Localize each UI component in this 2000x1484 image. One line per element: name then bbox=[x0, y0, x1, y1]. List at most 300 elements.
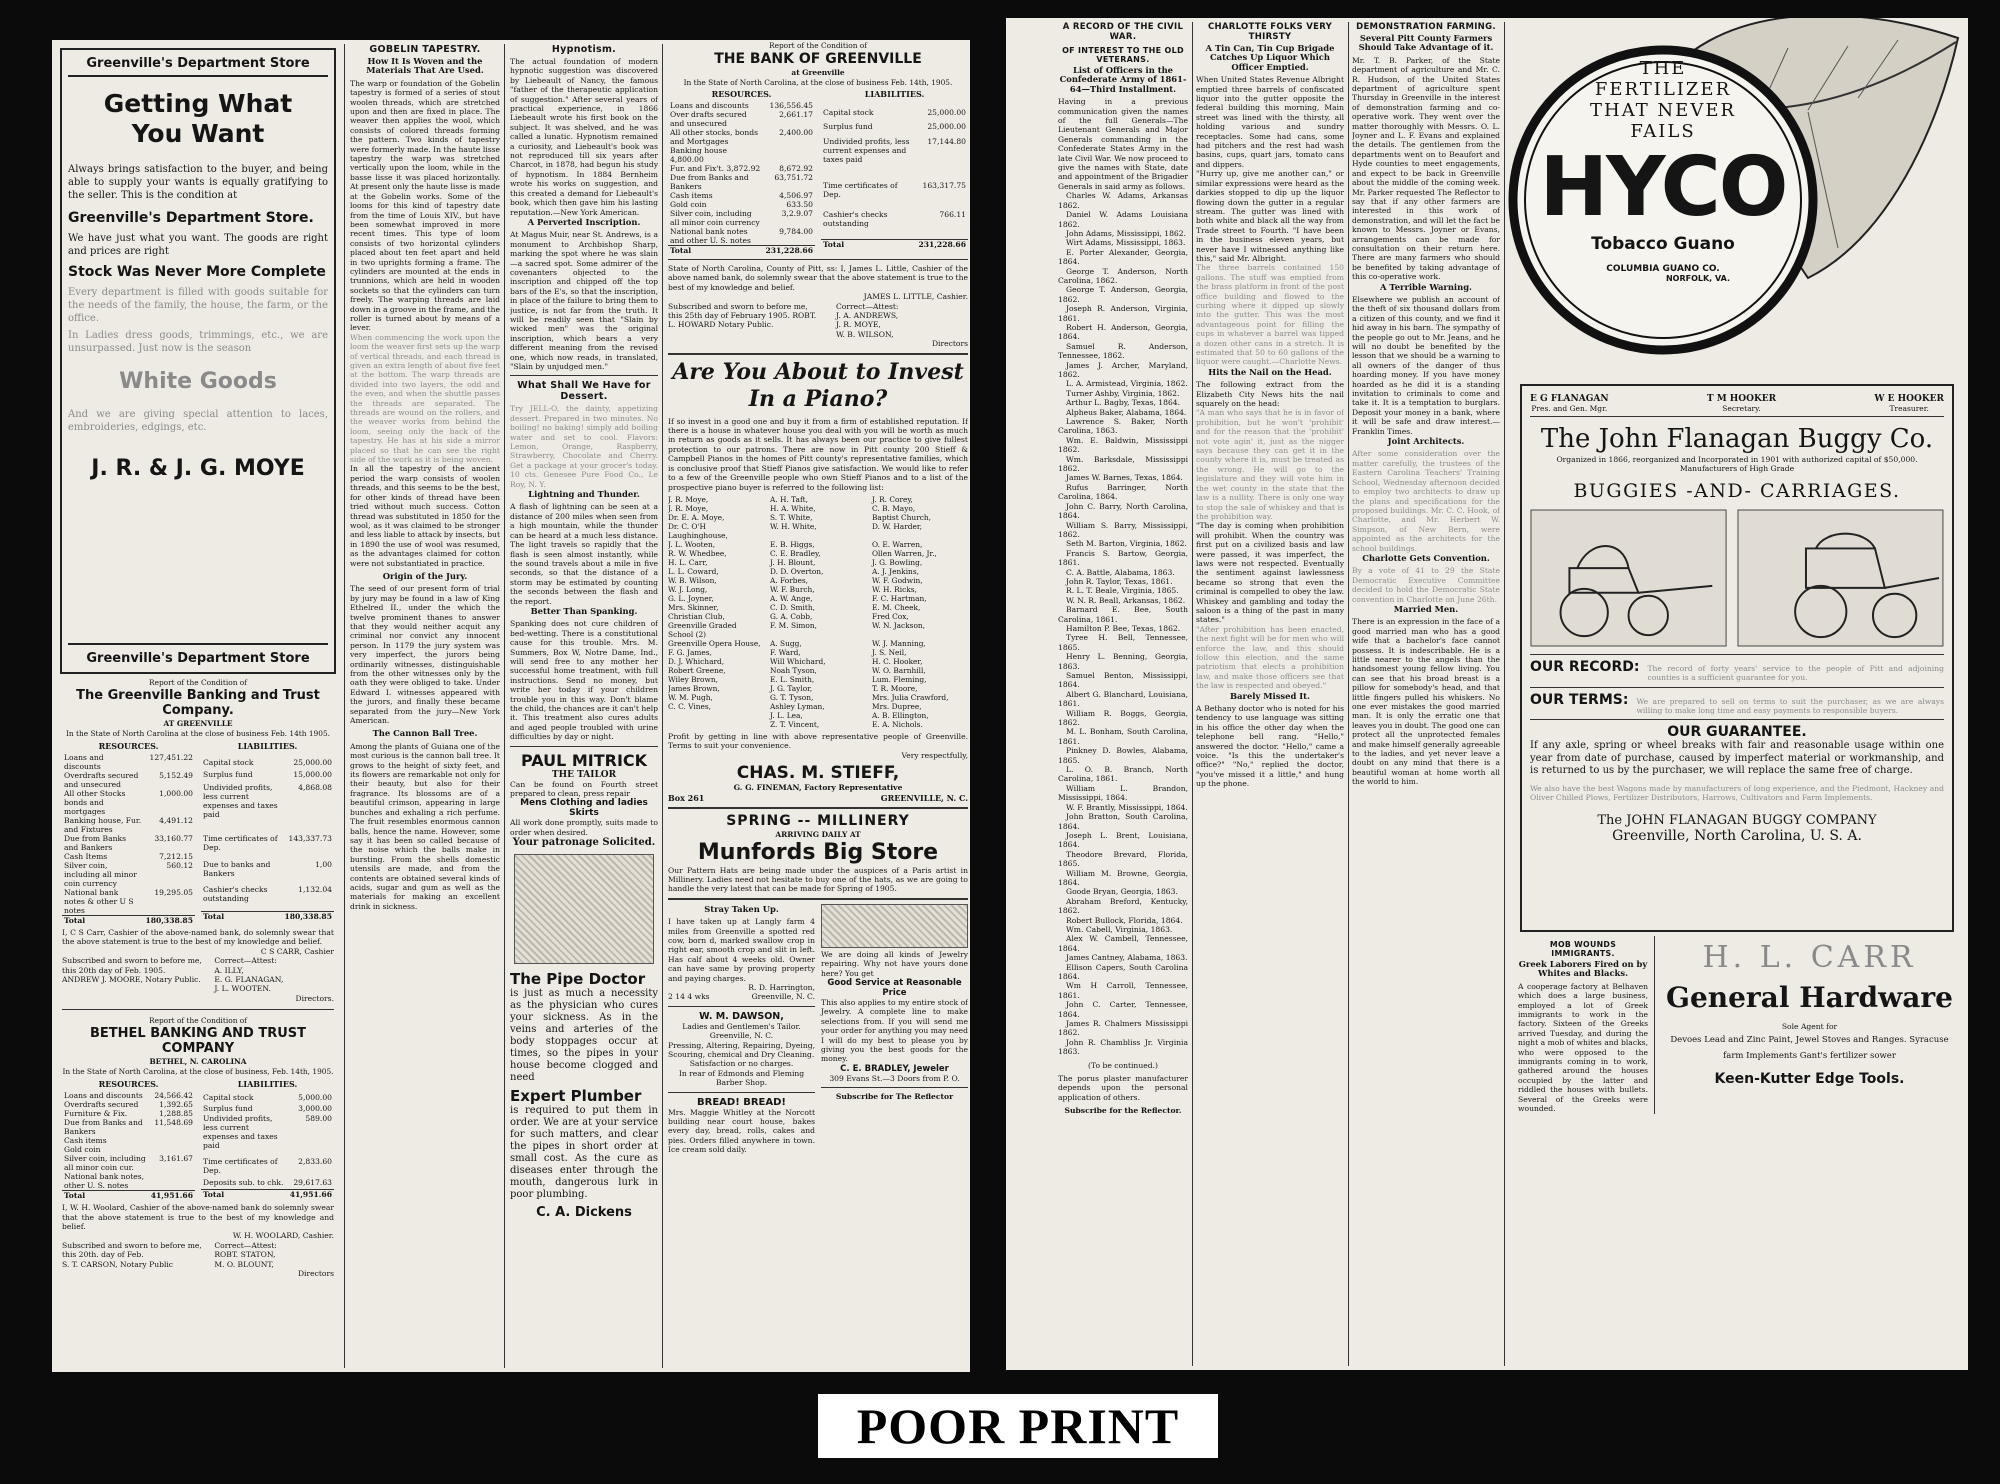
married-paragraph: There is an expression in the face of a good married man who has a good wife that a bachelor's face cannot possess. It is indescribable. He is a little nearer to the angels than the handsomest young fellow living. You can see that his broad breast is a pillow for somebody's head, and that little fingers pulled his whiskers. No one ever mistakes the good married man. It is only the erratic one that leaves you in doubt. The good one can protect all the unprotected females and make himself generally agreeable to the ladies, and yet never leave a doubt on any mind that there is a beautiful woman at home worth all the world to him. bbox=[1352, 617, 1500, 787]
total-value: 231,228.66 bbox=[765, 246, 813, 255]
officer-entry: Wm. Cabell, Virginia, 1863. bbox=[1066, 924, 1173, 934]
bread-advertisement bbox=[668, 1097, 815, 1155]
officer-name: T M HOOKER bbox=[1706, 394, 1777, 404]
piano-owner-name: Z. T. Vincent, bbox=[770, 719, 820, 729]
officer-entry: Francis S. Bartow, Georgia, 1861. bbox=[1058, 548, 1188, 568]
piano-owner-name: G. T. Tyson, bbox=[770, 692, 814, 702]
table-header: LIABILITIES. bbox=[237, 1079, 298, 1090]
item-value: 5,000.00 bbox=[298, 1093, 332, 1103]
item-label: Cashier's checks outstanding bbox=[203, 885, 268, 904]
item-value: 25,000.00 bbox=[927, 107, 966, 117]
table-row bbox=[201, 783, 334, 834]
bank-place: at Greenville bbox=[791, 68, 845, 77]
column-e bbox=[1058, 18, 1188, 1370]
item-label: Cashier's checks outstanding bbox=[823, 209, 888, 228]
piano-owner-name: D. W. Harder, bbox=[872, 521, 922, 531]
officer-entry: Wirt Adams, Mississippi, 1863. bbox=[1066, 238, 1186, 248]
piano-owner-name: L. L. Coward, bbox=[668, 566, 719, 576]
piano-owner-name: J. L. Lea, bbox=[770, 710, 803, 720]
carriage-illustration bbox=[1737, 508, 1944, 648]
table-row bbox=[62, 834, 195, 852]
item-value: 1,00 bbox=[315, 859, 332, 869]
table-row bbox=[821, 108, 968, 123]
table-header: RESOURCES. bbox=[98, 1079, 159, 1090]
piano-owner-name: O. E. Warren, bbox=[872, 539, 923, 549]
total-row bbox=[201, 1189, 334, 1200]
piano-owner-name: E. B. Higgs, bbox=[770, 539, 815, 549]
civil-war-subtitle: OF INTEREST TO THE OLD VETERANS. bbox=[1062, 46, 1184, 64]
buggy-officer bbox=[1874, 394, 1944, 413]
mitrick-patron: Your patronage Solicited. bbox=[512, 837, 656, 849]
directors-list bbox=[214, 966, 334, 994]
total-value: 41,951.66 bbox=[289, 1189, 332, 1199]
item-label: Due from Banks and Bankers bbox=[64, 1118, 143, 1137]
officer-entry: Barnard E. Bee, South Carolina, 1861. bbox=[1058, 605, 1188, 624]
pipe-doctor-title: The Pipe Doctor bbox=[510, 970, 646, 989]
piano-title: Are You About to Invest In a Piano? bbox=[672, 358, 964, 412]
mitrick-trade: THE TAILOR bbox=[551, 769, 617, 780]
piano-owner-name: J. H. Blount, bbox=[770, 557, 816, 567]
piano-owner-name: W. O. Barnhill, bbox=[872, 665, 926, 675]
liabilities-table bbox=[201, 742, 334, 925]
left-newspaper-page bbox=[52, 40, 970, 1372]
officer-entry: George T. Anderson, Georgia, 1862. bbox=[1058, 285, 1188, 304]
gobelin-paragraph-1: The warp or foundation of the Gobelin tapestry is formed of a series of stout woolen threads, which are stretched upon and then are fixed in place. The weaver then applies the wool, which consists of colored threads forming the pattern. Two kinds of tapestry were formerly made. In the haute lisse tapestry the warp was stretched vertically upon the loom, while in the basse lisse it was placed horizontally. At present only the haute lisse is made at the Gobelin works. Some of the looms for this kind of tapestry date from the time of Louis XIV., but have been somewhat improved in more recent times. This type of loom consists of two horizontal cylinders placed about ten feet apart and held in two uprights forming a frame. The cylinders are mounted at the ends in trunnions, which are held in wooden sockets so that the cylinders can turn freely. The warping threads are laid down in a groove in the frame, and the roller is turned about by means of a lever. bbox=[350, 78, 500, 333]
total-row bbox=[668, 246, 815, 256]
piano-owner-name: A. H. Taft, bbox=[770, 494, 808, 504]
item-value: 589.00 bbox=[305, 1114, 332, 1124]
buggy-company: The John Flanagan Buggy Co. bbox=[1540, 424, 1934, 454]
piano-owner-name: J. G. Taylor, bbox=[770, 683, 813, 693]
hyco-line-1: THE bbox=[1639, 58, 1687, 79]
table-header: RESOURCES. bbox=[98, 741, 159, 751]
item-label: Time certificates of Dep. bbox=[203, 834, 278, 853]
civil-war-title: A RECORD OF THE CIVIL WAR. bbox=[1062, 22, 1184, 42]
item-label: Undivided profits, less current expenses and taxes paid bbox=[203, 783, 278, 820]
total-row bbox=[821, 240, 968, 255]
officer-entry: William S. Barry, Mississippi, 1862. bbox=[1058, 520, 1188, 539]
officer-entry: Wm. Barksdale, Mississippi 1862. bbox=[1058, 454, 1188, 474]
subscribed-text: Subscribed and sworn to before me, this 20th day of Feb. 1905. bbox=[62, 956, 202, 975]
pipe-doctor-body: is just as much a necessity as the physician who cures your sickness. As in the veins and arteries of the body stoppages occur at times, so the pipes in your house become clogged and need bbox=[510, 988, 658, 1084]
directors-list bbox=[836, 311, 968, 339]
officer-entry: C. A. Battle, Alabama, 1863. bbox=[1066, 567, 1175, 577]
table-row bbox=[62, 1109, 195, 1118]
dawson-location: In rear of Edmonds and Fleming Barber Shop. bbox=[678, 1068, 805, 1088]
column-g bbox=[1352, 18, 1500, 1370]
item-value: 7,212.15 bbox=[159, 852, 193, 861]
dawson-trade: Ladies and Gentlemen's Tailor. bbox=[682, 1021, 801, 1031]
table-row bbox=[62, 1118, 195, 1136]
dawson-name: W. M. DAWSON, bbox=[699, 1010, 784, 1022]
piano-owner-name: A. Sugg, bbox=[770, 638, 802, 648]
table-row bbox=[62, 1136, 195, 1145]
item-value: 136,556.45 bbox=[769, 101, 813, 110]
total-value: 231,228.66 bbox=[916, 240, 968, 255]
table-row bbox=[821, 181, 968, 210]
greenville-trust-report bbox=[56, 678, 340, 1003]
table-row bbox=[62, 852, 195, 861]
architects-title: Joint Architects. bbox=[1387, 436, 1465, 447]
jeweler-caption: We are doing all kinds of Jewelry repairing. Why not have yours done here? You get bbox=[821, 949, 968, 978]
moye-body-1: Always brings satisfaction to the buyer, and being able to supply your wants is equally gratifying to the seller. This is the condition at bbox=[68, 164, 328, 201]
officer-entry: George T. Anderson, North Carolina, 1862. bbox=[1058, 266, 1188, 285]
officer-entry: Robert Bullock, Florida, 1864. bbox=[1066, 915, 1183, 925]
item-value: 25,000.00 bbox=[927, 122, 966, 132]
item-label: Due from Banks and Bankers bbox=[64, 834, 127, 852]
item-value: 8,672.92 bbox=[779, 164, 813, 173]
item-label: Overdrafts secured and unsecured bbox=[64, 771, 139, 789]
total-row bbox=[62, 916, 195, 926]
hyco-product: Tobacco Guano bbox=[1591, 234, 1735, 254]
dawson-body: Pressing, Altering, Repairing, Dyeing, Scouring, chemical and Dry Cleaning. bbox=[668, 1040, 815, 1060]
bread-body: Mrs. Maggie Whitley at the Norcott building near court house, bakes every day, bread, rolls, cakes and pies. Orders filled anywhere in town. Ice cream sold daily. bbox=[668, 1107, 815, 1155]
resources-table bbox=[62, 1080, 195, 1200]
officer-entry: Pinkney D. Bowles, Alabama, 1865. bbox=[1058, 746, 1188, 765]
piano-owner-name: Christian Club, bbox=[668, 611, 725, 621]
buggy-closing-name: The JOHN FLANAGAN BUGGY COMPANY bbox=[1597, 812, 1877, 828]
piano-owner-name: H. A. White, bbox=[770, 503, 816, 513]
jeweler-address: 309 Evans St.—3 Doors from P. O. bbox=[829, 1073, 960, 1083]
thirsty-paragraph-3: The three barrels contained 150 gallons. The stuff was emptied from the brass platform in front of the post office building and flowed to the curbing where it dipped up slowly into the gutter. This was the most advantageous point for filling the cups in whatever a barrel was tipped a dozen other cans in a stretch. It is estimated that 50 to 60 gallons of the liquor were caught.—Charlotte News. bbox=[1196, 263, 1344, 367]
piano-signoff: Very respectfully, bbox=[901, 750, 968, 760]
attest-label: Correct—Attest: bbox=[214, 956, 277, 966]
officer-entry: John C. Carter, Tennessee, 1864. bbox=[1058, 1000, 1188, 1019]
piano-owner-name: T. R. Moore, bbox=[872, 683, 918, 693]
spanking-title: Better Than Spanking. bbox=[530, 605, 638, 616]
item-label: Capital stock bbox=[203, 1093, 254, 1103]
piano-firm: CHAS. M. STIEFF, bbox=[736, 763, 900, 784]
director-name: W. B. WILSON, bbox=[836, 329, 894, 339]
item-value: 766.11 bbox=[939, 209, 966, 219]
architects-paragraph: After some consideration over the matter carefully, the trustees of the Eastern Carolina Teachers' Training School, Wednesday afternoon decided to employ two architects to draw up the plans and specifications for the proposed buildings. Mr. C. C. Hook, of Charlotte, and Mr. Herbert W. Simpson, of New Bern, were appointed as the architects for the school buildings. bbox=[1352, 449, 1500, 553]
piano-rep: G. G. FINEMAN, Factory Representative bbox=[733, 783, 903, 793]
moye-store-name: Greenville's Department Store. bbox=[68, 210, 314, 226]
item-label: Capital stock bbox=[203, 757, 254, 767]
thirsty-title: CHARLOTTE FOLKS VERY THIRSTY bbox=[1207, 22, 1333, 42]
officer-entry: Alpheus Baker, Alabama, 1864. bbox=[1066, 407, 1187, 417]
right-newspaper-page bbox=[1006, 18, 1968, 1370]
mob-article bbox=[1518, 936, 1648, 1114]
hyco-line-2: FERTILIZER bbox=[1594, 79, 1732, 100]
stray-signature: R. D. Harrington, bbox=[748, 983, 815, 992]
directors-label: Directors. bbox=[295, 993, 334, 1003]
officer-entry: John C. Barry, North Carolina, 1864. bbox=[1058, 501, 1188, 521]
table-row bbox=[62, 1154, 195, 1172]
table-row bbox=[62, 753, 195, 771]
officer-entry: William L. Brandon, Mississippi, 1864. bbox=[1058, 783, 1188, 803]
moye-white-goods: White Goods bbox=[119, 369, 277, 394]
dawson-advertisement bbox=[668, 1011, 815, 1088]
piano-owner-name: F. Ward, bbox=[770, 647, 801, 657]
bread-title: BREAD! BREAD! bbox=[697, 1096, 786, 1108]
buggy-advertisement bbox=[1520, 384, 1954, 932]
piano-owner-name: J. L. Wooten, bbox=[668, 539, 716, 549]
piano-advertisement bbox=[668, 359, 968, 803]
dawson-satisfaction: Satisfaction or no charges. bbox=[689, 1059, 794, 1069]
officer-entry: Theodore Brevard, Florida, 1865. bbox=[1058, 849, 1188, 869]
item-label: Surplus fund bbox=[203, 770, 253, 780]
liabilities-table bbox=[821, 90, 968, 255]
item-label: Loans and discounts bbox=[64, 1091, 143, 1101]
item-label: Due from Banks and Bankers bbox=[670, 173, 749, 191]
piano-owner-name: H. L. Carr, bbox=[668, 557, 708, 567]
table-row bbox=[668, 146, 815, 164]
oath-text: State of North Carolina, County of Pitt, ss: I, James L. Little, Cashier of the above named bank, do solemnly swear that the above statement is true to the best of my knowledge and belief. bbox=[668, 264, 968, 292]
piano-owner-name: C. C. Vines, bbox=[668, 701, 712, 711]
item-label: Time certificates of Dep. bbox=[823, 180, 898, 199]
item-label: Undivided profits, less current expenses and taxes paid bbox=[823, 136, 910, 164]
carr-title: General Hardware bbox=[1666, 981, 1953, 1014]
item-label: Undivided profits, less current expenses and taxes paid bbox=[203, 1114, 278, 1151]
director-name: M. O. BLOUNT, bbox=[214, 1259, 274, 1269]
dessert-title: What Shall We Have for Dessert. bbox=[517, 380, 651, 403]
total-value: 180,338.85 bbox=[145, 916, 193, 925]
stray-notice bbox=[668, 905, 815, 1002]
demonstration-paragraph: Mr. T. B. Parker, of the State department of agriculture and Mr. C. R. Hudson, of the United States department of agriculture spent Thursday in Greenville in the interest of demonstration farming and co-operative work. They went over the matter thoroughly with Messrs. O. L. Joyner and L. F. Evans and explained the details. The gentlemen from the departments went on to Beaufort and Hyde counties to meet engagements, and expect to be back in Greenville about the middle of the coming week. Mr. Parker requested The Reflector to say that if any other farmers are interested in this work of demonstration, and will let the fact be known to Messrs. Joyner or Evans, arrangements can be made for consultation on their return here. There are many farmers who should be benefited by taking advantage of this co-operative work. bbox=[1352, 55, 1500, 282]
jeweler-illustration bbox=[821, 904, 968, 948]
item-value: 33,160.77 bbox=[154, 834, 193, 843]
director-name: A. ILLY, bbox=[214, 965, 244, 975]
piano-owner-name: Mrs. Dupree, bbox=[872, 701, 922, 711]
hyco-brand: HYCO bbox=[1539, 140, 1787, 235]
piano-owner-name: W. M. Pugh, bbox=[668, 692, 713, 702]
moye-header: Greenville's Department Store bbox=[68, 56, 328, 77]
thirsty-paragraph-2: "Hurry up, give me another can," or similar expressions were heard as the darkies stopped to dip up the liquor flowing down the gutter in a regular stream. The gutter was lined with both white and black all the way from Trade street to Fourth. "I have been in the business eleven years, but never have I witnessed anything like this," said Mr. Albright. bbox=[1196, 169, 1344, 263]
piano-owner-name: J. S. Neil, bbox=[872, 647, 907, 657]
inscription-title: A Perverted Inscription. bbox=[527, 216, 641, 227]
piano-owner-name: W. J. Long, bbox=[668, 584, 708, 594]
millinery-title: SPRING -- MILLINERY bbox=[726, 812, 910, 829]
directors-list bbox=[214, 1250, 334, 1269]
officer-entry: Alex W. Cambell, Tennessee, 1864. bbox=[1058, 934, 1188, 953]
buggy-organized: Organized in 1866, reorganized and Incorporated in 1901 with authorized capital of $50,000. bbox=[1556, 455, 1918, 464]
table-row bbox=[201, 1178, 334, 1189]
piano-owner-name: J. G. Bowling, bbox=[872, 557, 923, 567]
stray-place: Greenville, N. C. bbox=[751, 992, 815, 1002]
officer-entry: Samuel R. Anderson, Tennessee, 1862. bbox=[1058, 341, 1188, 361]
table-row bbox=[62, 861, 195, 888]
officer-entry: L. O. B. Branch, North Carolina, 1861. bbox=[1058, 765, 1188, 784]
total-label: Total bbox=[821, 240, 916, 255]
resources-table bbox=[668, 90, 815, 255]
item-label: Over drafts secured and unsecured bbox=[670, 110, 747, 128]
plumber-body: is required to put them in order. We are at your service for such matters, and clear the pipes in short order at small cost. As the cure as diseases enter through the mouth, dangerous lurk in poor plumbing. bbox=[510, 1105, 658, 1201]
director-name: J. R. MOYE, bbox=[836, 320, 881, 330]
table-header-row bbox=[201, 742, 334, 758]
jeweler-title: Good Service at Reasonable Price bbox=[827, 977, 962, 998]
piano-owner-name: F. G. James, bbox=[668, 647, 712, 657]
officer-entry: Joseph L. Brent, Louisiana, 1864. bbox=[1058, 830, 1188, 850]
table-row bbox=[62, 816, 195, 834]
convention-paragraph: By a vote of 41 to 29 the State Democratic Executive Committee decided to hold the Democratic State convention in Charlotte on June 26th. bbox=[1352, 566, 1500, 604]
carr-tools: Keen-Kutter Edge Tools. bbox=[1714, 1071, 1905, 1088]
table-header-row bbox=[62, 1080, 195, 1091]
piano-owner-name: J. R. Moye, bbox=[668, 503, 709, 513]
officer-entry: John R. Chambliss Jr. Virginia 1863. bbox=[1058, 1037, 1188, 1057]
gobelin-paragraph-3: In all the tapestry of the ancient period the warp consists of woolen threads, and this seems to be the best, for other kinds of thread have been tried without much success. Cotton thread was substituted in 1850 for the wool, as it was claimed to be stronger and less liable to attack by insects, but in 1890 the use of wool was resumed, as the advantages claimed for cotton were not substantiated in practice. bbox=[350, 464, 500, 568]
officer-entry: Goode Bryan, Georgia, 1863. bbox=[1066, 887, 1178, 897]
officer-entry: Wm H Carroll, Tennessee, 1861. bbox=[1058, 981, 1188, 1000]
officer-name: E G FLANAGAN bbox=[1530, 394, 1609, 404]
item-value: 163,317.75 bbox=[922, 180, 966, 190]
piano-owner-name bbox=[668, 711, 764, 720]
piano-owner-name: C. E. Bradley, bbox=[770, 548, 821, 558]
piano-owner-name: S. T. White, bbox=[770, 512, 813, 522]
piano-owner-name: Baptist Church, bbox=[872, 512, 931, 522]
table-row bbox=[201, 1157, 334, 1178]
nail-paragraph-2: "A man who says that he is in favor of prohibition, but he won't 'prohibit' and for the reason that the 'prohibit' not vote agin' it, just as the nigger says because they can get it in the county where it is, must be treated as the wrong. He will go to the legislature and they will vote him in the wet county in the state that the law is a nullity. There is only one way to stop the sale of whiskey and that is the prohibition way. bbox=[1196, 408, 1344, 521]
bank-place: AT GREENVILLE bbox=[163, 719, 233, 728]
buggy-illustration bbox=[1530, 508, 1727, 648]
item-value: 143,337.73 bbox=[288, 834, 332, 844]
item-value: 1,392.65 bbox=[159, 1100, 193, 1110]
subscribe-notice: Subscribe for The Reflector bbox=[835, 1092, 954, 1102]
piano-owner-name: A. J. Jenkins, bbox=[872, 566, 919, 576]
item-label: Cash Items bbox=[64, 852, 108, 861]
officer-entry: James R. Chalmers Mississippi 1862. bbox=[1058, 1019, 1188, 1038]
table-row bbox=[201, 834, 334, 860]
buggy-officers bbox=[1530, 394, 1944, 417]
item-label: Surplus fund bbox=[203, 1103, 253, 1113]
subscribed-text: Subscribed and sworn to before me, this 25th day of February 1905. ROBT. L. HOWARD Notary Public. bbox=[668, 301, 817, 330]
nail-paragraph-4: "After prohibition has been enacted, the next fight will be for men who will enforce the law, and this should follow this election, and the same patriotism that elects a prohibition law, and make those officers see that the law is respected and obeyed." bbox=[1196, 624, 1344, 691]
officer-entry: John Adams, Mississippi, 1862. bbox=[1066, 228, 1186, 238]
item-label: Fur. and Fix't. 3,872.92 bbox=[670, 164, 761, 173]
dessert-paragraph: Try JELL-O, the dainty, appetizing dessert. Prepared in two minutes. No boiling! no baking! simply add boiling water and set to cool. Flavors: Lemon, Orange, Raspberry, Strawberry, Chocolate and Cherry. Get a package at your grocer's today. 10 cts. Genesee Pure Food Co., Le Roy, N. Y. bbox=[510, 404, 658, 489]
item-label: Silver coin, including all minor coin cur. bbox=[64, 1154, 146, 1173]
item-value: 560.12 bbox=[166, 861, 193, 870]
moye-footer: Greenville's Department Store bbox=[68, 643, 328, 666]
officer-entry: Henry L. Benning, Georgia, 1863. bbox=[1058, 652, 1188, 671]
item-label: Time certificates of Dep. bbox=[203, 1156, 278, 1175]
buggy-closing-place: Greenville, North Carolina, U. S. A. bbox=[1612, 827, 1862, 844]
item-label: Deposits sub. to chk. bbox=[203, 1177, 284, 1187]
dawson-place: Greenville, N. C. bbox=[709, 1031, 774, 1041]
item-label: Banking house, Fur. and Fixtures bbox=[64, 816, 142, 834]
terms-label: OUR TERMS: bbox=[1530, 691, 1629, 708]
directors-label: Directors bbox=[931, 339, 968, 349]
hyco-advertisement bbox=[1508, 18, 1964, 378]
item-label: Capital stock bbox=[823, 107, 874, 117]
table-header-row bbox=[668, 90, 815, 101]
bank-name: BETHEL BANKING AND TRUST COMPANY bbox=[90, 1026, 306, 1057]
civil-war-intro: Having in a previous communication given the names of the full Generals—The Lieutenant Generals and Major Generals commanding in the Confederate States Army in the late Civil War. We now proceed to give the names with State, date and appointment of the Brigadier Generals in said army as follows. bbox=[1058, 97, 1188, 191]
piano-owner-name: R. W. Whedbee, bbox=[668, 548, 727, 558]
table-row bbox=[201, 1114, 334, 1156]
moye-merchant: J. R. & J. G. MOYE bbox=[91, 456, 305, 481]
table-row bbox=[821, 137, 968, 181]
item-value: 4,506.97 bbox=[779, 191, 813, 200]
item-label: Overdrafts secured bbox=[64, 1100, 139, 1110]
officer-entry: Charles W. Adams, Arkansas 1862. bbox=[1058, 191, 1188, 210]
table-header-row bbox=[62, 742, 195, 753]
table-row bbox=[201, 885, 334, 911]
total-label: Total bbox=[62, 1191, 149, 1201]
table-header-row bbox=[821, 90, 968, 108]
officer-entry: M. L. Bonham, South Carolina, 1861. bbox=[1058, 727, 1188, 746]
table-row bbox=[62, 888, 195, 916]
table-row bbox=[201, 770, 334, 783]
item-label: National bank notes and other U. S. notes bbox=[670, 227, 751, 245]
oath-text: I, C S Carr, Cashier of the above-named bank, do solemnly swear that the above statement is true to the best of my knowledge and belief. bbox=[62, 928, 334, 947]
plumber-title: Expert Plumber bbox=[510, 1087, 642, 1106]
item-label: National bank notes & other U S notes bbox=[64, 888, 134, 915]
director-name: J. A. ANDREWS, bbox=[836, 311, 899, 321]
item-label: All other stocks, bonds and Mortgages bbox=[670, 128, 758, 146]
piano-owner-name: A. Forbes, bbox=[770, 575, 808, 585]
record-label: OUR RECORD: bbox=[1530, 658, 1640, 675]
piano-owner-name: G. A. Cobb, bbox=[770, 611, 813, 621]
table-row bbox=[62, 1145, 195, 1154]
jury-title: Origin of the Jury. bbox=[382, 570, 468, 581]
bank-of-greenville-report bbox=[668, 41, 968, 349]
director-name: ROBT. STATON, bbox=[214, 1250, 276, 1260]
piano-box: Box 261 bbox=[668, 792, 705, 803]
lightning-paragraph: A flash of lightning can be seen at a distance of 200 miles when seen from a high mountain, while the thunder can be heard at a much less distance. The light travels so rapidly that the flash is seen almost instantly, while the sound travels about a mile in five seconds, so that the distance of a storm may be estimated by counting the seconds between the flash and the report. bbox=[510, 502, 658, 606]
buggy-officer bbox=[1707, 394, 1776, 413]
piano-owner-name: Greenville Opera House, bbox=[668, 638, 761, 648]
moye-body-5: And we are giving special attention to laces, embroideries, edgings, etc. bbox=[68, 409, 328, 433]
moye-body-4: In Ladies dress goods, trimmings, etc., we are unsurpassed. Just now is the season bbox=[68, 330, 328, 354]
item-value: 9,784.00 bbox=[779, 227, 813, 236]
item-value: 2,833.60 bbox=[298, 1156, 332, 1166]
officer-entry: John Bratton, South Carolina, 1864. bbox=[1058, 812, 1188, 831]
table-row bbox=[821, 122, 968, 137]
table-row bbox=[668, 128, 815, 146]
piano-owner-name: W. N. Jackson, bbox=[872, 620, 926, 630]
mitrick-bold: Mens Clothing and ladies Skirts bbox=[520, 798, 648, 819]
piano-body: If so invest in a good one and buy it from a firm of established reputation. If there is a house in whatever house you deal with you will be worth as much in return as goods as it sells. It has always been our practice to give fullest protection to our patrons. There are now in Pitt county 200 Stieff & Campbell Pianos in the homes of Pitt county's representative families, which is conclusive proof that Stieff Pianos give satisfaction. We would like to refer to a few of the Greenville people who own Stieff Pianos and to a list of the prospective piano buyer is referred to the following list: bbox=[668, 416, 968, 492]
moye-body-3: Every department is filled with goods suitable for the needs of the family, the house, the farm, or the office. bbox=[68, 287, 328, 324]
jeweler-name: C. E. BRADLEY, Jeweler bbox=[840, 1063, 949, 1074]
piano-owner-name: G. L. Joyner, bbox=[668, 593, 714, 603]
item-value: 5,152.49 bbox=[159, 771, 193, 780]
item-label: All other Stocks bonds and mortgages bbox=[64, 789, 126, 816]
gobelin-paragraph-2: When commencing the work upon the loom the weaver first sets up the warp of vertical threads, and each thread is given an extra length of about five feet at the bottom. The warp threads are divided into two layers, the odd and the even, and when the shuttle passes the threads are separated. The threads are wound on the rollers, and the weaver works from behind the loom, seeing only the back of the tapestry. He has at his side a mirror placed so that he can see the right side of the work as it is being woven. bbox=[350, 332, 500, 465]
piano-owner-name: E. M. Cheek, bbox=[872, 602, 921, 612]
piano-owner-name: E. A. Nichols. bbox=[872, 719, 923, 729]
hypnotism-title: Hypnotism. bbox=[551, 44, 617, 55]
table-row bbox=[62, 1172, 195, 1191]
officer-entry: John R. Taylor, Texas, 1861. bbox=[1066, 576, 1173, 586]
item-value: 19,295.05 bbox=[154, 888, 193, 897]
carr-line-1: Devoes Lead and Zinc Paint, Jewel Stoves and Ranges. Syracuse bbox=[1670, 1035, 1949, 1046]
item-label: Banking house 4,800.00 bbox=[670, 146, 727, 164]
piano-owner-name: J. R. Corey, bbox=[872, 494, 913, 504]
spanking-paragraph: Spanking does not cure children of bed-wetting. There is a constitutional cause for this trouble. Mrs. M. Summers, Box W, Notre Dame, Ind., will send free to any mother her successful home treatment, with full instructions. Send no money, but write her today if your children trouble you in this way. Don't blame the child, the chances are it can't help it. This treatment also cures adults and aged people troubled with urine difficulties by day or night. bbox=[510, 619, 658, 742]
table-row bbox=[821, 210, 968, 240]
gobelin-title: GOBELIN TAPESTRY. bbox=[369, 44, 481, 55]
piano-owner-name: F. C. Hartman, bbox=[872, 593, 927, 603]
officer-entry: Hamilton P. Bee, Texas, 1862. bbox=[1066, 623, 1181, 633]
moye-body-2: We have just what you want. The goods are right and prices are right bbox=[68, 233, 328, 257]
piano-owner-name: C. D. Smith, bbox=[770, 602, 815, 612]
piano-owner-name: James Brown, bbox=[668, 683, 720, 693]
civil-war-list-title: List of Officers in the Confederate Army of 1861-64—Third Installment. bbox=[1059, 65, 1187, 94]
item-label: National bank notes, other U. S. notes bbox=[64, 1172, 145, 1191]
item-value: 25,000.00 bbox=[293, 757, 332, 767]
total-row bbox=[201, 911, 334, 925]
hypnotism-paragraph: The actual foundation of modern hypnotic suggestion was discovered by Liebeault of Nancy, the famous "father of the therapeutic application of suggestion." After several years of practical experience, in 1866 Liebeault wrote his first book on the subject. It was shelved, and he was called a lunatic. Hypnotism remained a curiosity, and Liebeault's book was not reproduced till six years after Charcot, in 1878, had begun his study of hypnotism. In 1884 Bernheim wrote his works on suggestion, and this created a demand for Liebeault's book, which then gave him his lasting reputation.—New York American. bbox=[510, 57, 658, 217]
table-row bbox=[668, 209, 815, 227]
table-row bbox=[668, 191, 815, 200]
piano-owner-name: Noah Tyson, bbox=[770, 665, 817, 675]
bank-name: THE BANK OF GREENVILLE bbox=[714, 51, 922, 67]
table-row bbox=[62, 771, 195, 789]
millinery-body: Our Pattern Hats are being made under the auspices of a Paris artist in Millinery. Ladies need not hesitate to buy one of the hats, as we are going to handle the very latest that can be made for Spring of 1905. bbox=[668, 865, 968, 894]
item-label: Cash items bbox=[64, 1136, 107, 1146]
